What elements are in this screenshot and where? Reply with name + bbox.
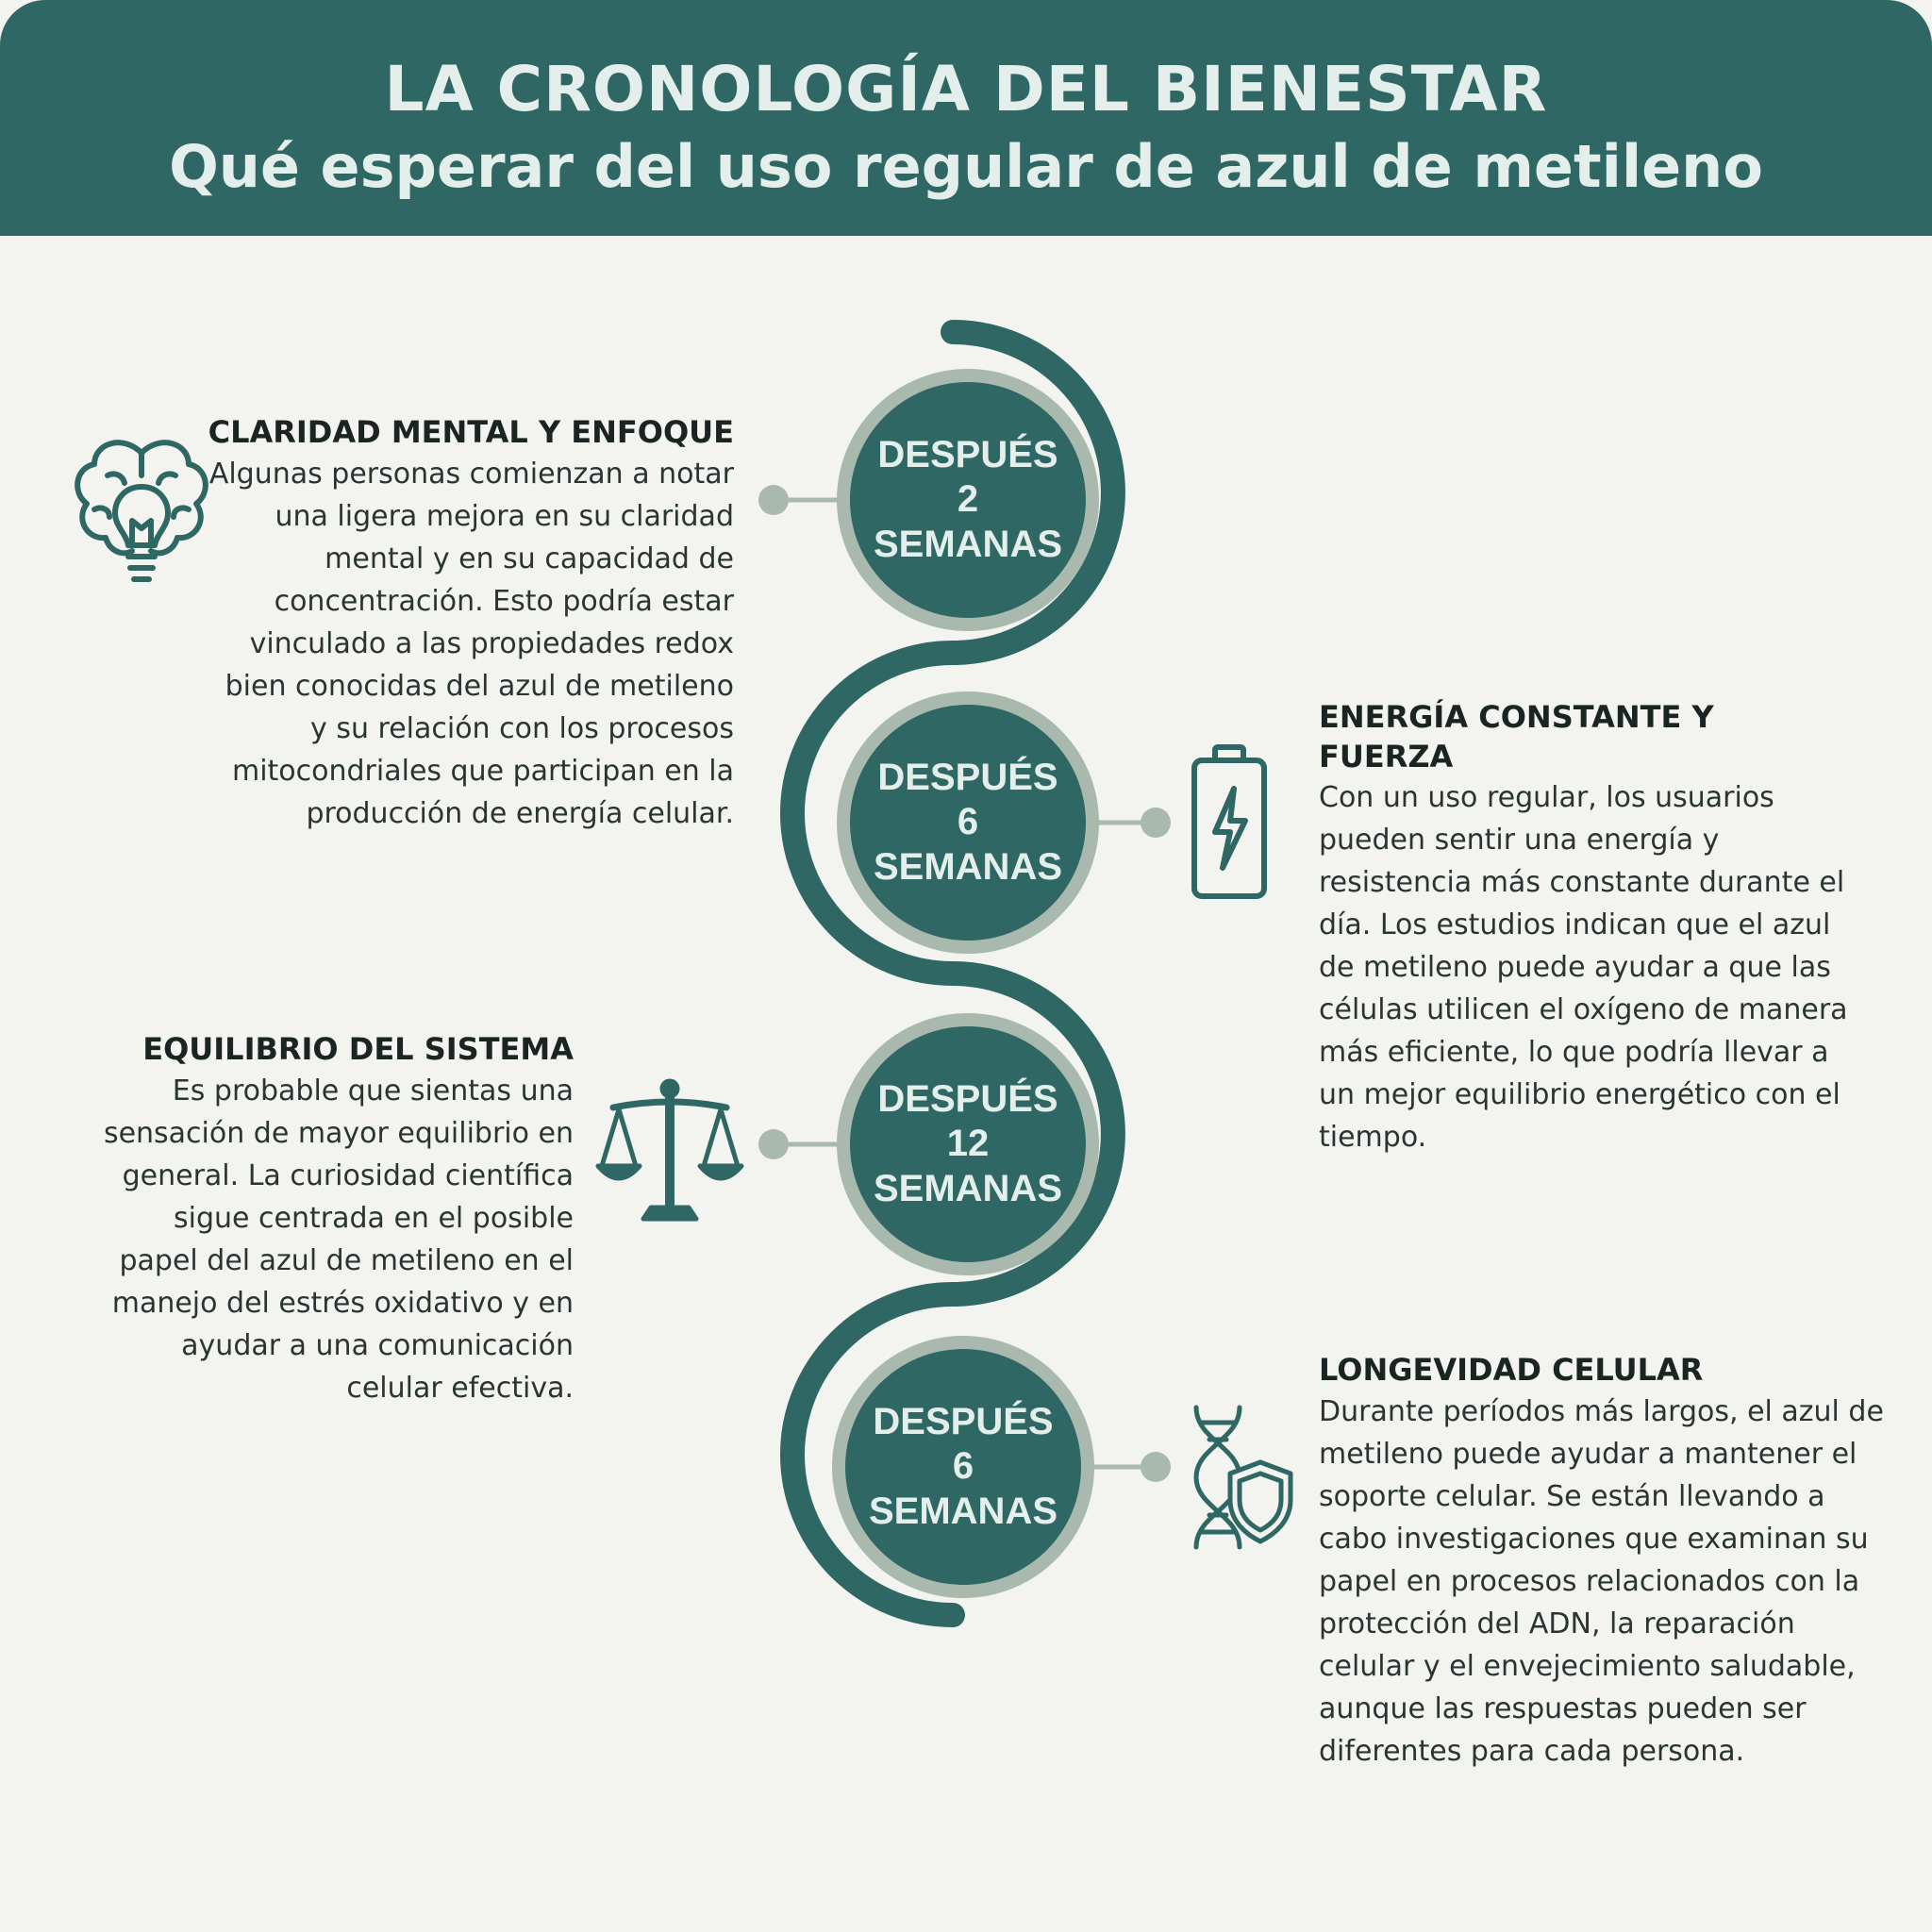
section-claridad	[208, 413, 734, 835]
connector-dot-1	[758, 485, 789, 515]
milestone-3	[850, 1026, 1086, 1262]
page-title: LA CRONOLOGÍA DEL BIENESTAR	[384, 53, 1548, 125]
battery-icon	[1187, 741, 1272, 902]
section-longevidad	[1319, 1351, 1885, 1773]
section-energia-body: Con un uso regular, los usuarios pueden sentir una energía y resistencia más constante durante el día. Los estudios indican que el azul de metileno puede ayudar a que las células utilicen el oxígeno de manera más eficiente, lo que podría llevar a un mejor equilibrio energético con el tiempo.	[1319, 781, 1848, 1155]
milestone-3-line2: 12	[946, 1123, 990, 1165]
milestone-1-line2: 2	[957, 478, 979, 521]
milestone-4-line3: SEMANAS	[868, 1490, 1058, 1532]
connector-dot-3	[758, 1129, 789, 1159]
milestone-1	[850, 382, 1086, 618]
milestone-1-line1: DESPUÉS	[877, 434, 1058, 476]
milestone-4	[845, 1349, 1081, 1585]
milestone-3-line3: SEMANAS	[873, 1167, 1063, 1209]
connector-dot-2	[1141, 808, 1171, 838]
milestone-4-line1: DESPUÉS	[873, 1401, 1054, 1443]
brain-bulb-icon	[66, 434, 217, 604]
section-claridad-title: CLARIDAD MENTAL Y ENFOQUE	[208, 414, 734, 450]
section-energia	[1319, 698, 1857, 1158]
scales-icon	[594, 1075, 745, 1226]
section-claridad-body: Algunas personas comienzan a notar una ligera mejora en su claridad mental y en su capacidad de concentración. Esto podría estar vinculado a las propiedades redox bien conocidas del azul de metileno y su relación con los procesos mitocondriales que participan en la producción de energía celular.	[208, 457, 734, 830]
section-energia-title: ENERGÍA CONSTANTE Y FUERZA	[1319, 699, 1714, 774]
milestone-2-line2: 6	[957, 801, 979, 843]
page-subtitle: Qué esperar del uso regular de azul de metileno	[169, 132, 1763, 201]
section-equilibrio	[94, 1030, 574, 1409]
section-longevidad-body: Durante períodos más largos, el azul de metileno puede ayudar a mantener el soporte celular. Se están llevando a cabo investigaciones que examinan su papel en procesos relacionados con la protección del ADN, la reparación celular y el envejecimiento saludable, aunque las respuestas pueden ser diferentes para cada persona.	[1319, 1394, 1884, 1768]
milestone-2	[850, 705, 1086, 941]
milestone-3-line1: DESPUÉS	[877, 1078, 1058, 1121]
connector-dot-4	[1141, 1452, 1171, 1482]
section-equilibrio-title: EQUILIBRIO DEL SISTEMA	[142, 1031, 574, 1067]
section-longevidad-title: LONGEVIDAD CELULAR	[1319, 1352, 1704, 1388]
section-equilibrio-body: Es probable que sientas una sensación de mayor equilibrio en general. La curiosidad científica sigue centrada en el posible papel del azul de metileno en el manejo del estrés oxidativo y en ayudar a una comunicación celular efectiva.	[103, 1074, 574, 1405]
dna-shield-icon	[1181, 1402, 1304, 1553]
milestone-2-line1: DESPUÉS	[877, 757, 1058, 799]
milestone-4-line2: 6	[952, 1445, 974, 1488]
milestone-2-line3: SEMANAS	[873, 845, 1063, 888]
milestone-1-line3: SEMANAS	[873, 523, 1063, 565]
